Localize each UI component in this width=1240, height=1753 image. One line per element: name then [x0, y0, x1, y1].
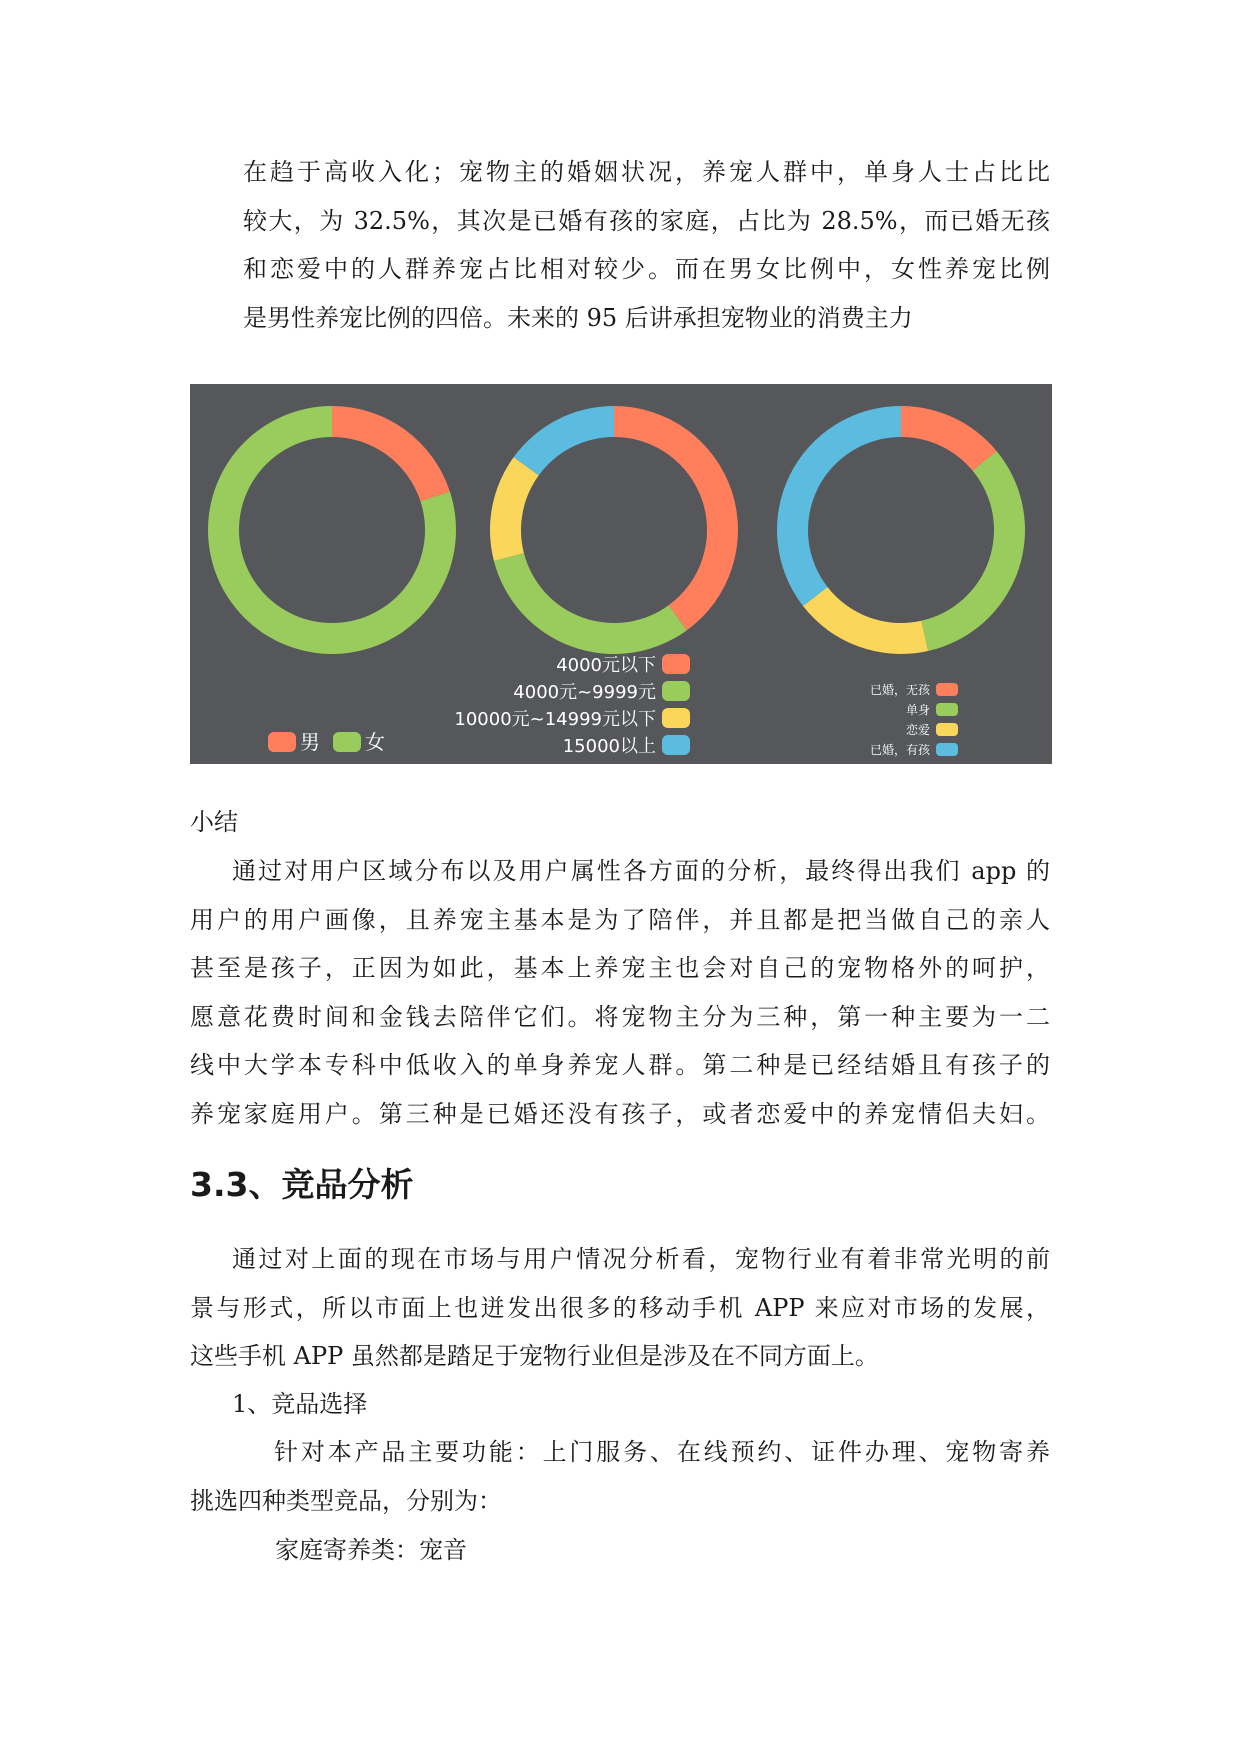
donut-slice: [332, 406, 450, 501]
donut-slice: [494, 553, 687, 654]
text-line: 愿意花费时间和金钱去陪伴它们。将宠物主分为三种，第一种主要为一二: [190, 1002, 1050, 1031]
donut-chart-3: [777, 406, 1025, 654]
donut-chart-1: [208, 406, 456, 654]
donut-chart-2: [490, 406, 738, 654]
text-line: 通过对用户区域分布以及用户属性各方面的分析，最终得出我们 app 的: [232, 857, 1050, 885]
section-paragraph: [190, 1235, 1050, 1381]
text-line: 这些手机 APP 虽然都是踏足于宠物行业但是涉及在不同方面上。: [190, 1342, 879, 1370]
donut-slice: [514, 406, 614, 475]
legend-label: 女: [365, 730, 385, 754]
legend-label: 10000元~14999元以下: [454, 709, 656, 730]
text-line: 和恋爱中的人群养宠占比相对较少。而在男女比例中，女性养宠比例: [243, 255, 1050, 283]
item1-description: [190, 1428, 1050, 1525]
intro-paragraph: [243, 148, 1050, 342]
legend-swatch: [662, 681, 690, 701]
legend-swatch: [936, 723, 958, 736]
donut-slice: [490, 457, 539, 561]
legend-swatch: [333, 732, 361, 752]
summary-title: 小结: [190, 808, 238, 836]
text-line: 是男性养宠比例的四倍。未来的 95 后讲承担宠物业的消费主力: [243, 303, 913, 332]
legend-label: 单身: [905, 703, 930, 717]
legend-label: 已婚，无孩: [869, 683, 930, 697]
donut-charts-figure: [190, 384, 1052, 764]
legend-label: 4000元~9999元: [513, 682, 656, 703]
donut-slice: [901, 406, 997, 471]
legend-label: 15000以上: [562, 736, 656, 757]
text-line: 较大，为 32.5%，其次是已婚有孩的家庭，占比为 28.5%，而已婚无孩: [243, 206, 1050, 235]
summary-paragraph: [190, 847, 1050, 1138]
text-line: 甚至是孩子，正因为如此，基本上养宠主也会对自己的宠物格外的呵护，: [190, 954, 1050, 982]
legend-swatch: [662, 708, 690, 728]
category-line: 家庭寄养类：宠音: [275, 1536, 467, 1564]
legend-label: 恋爱: [905, 723, 930, 737]
donut-slice: [921, 451, 1025, 651]
legend-label: 已婚，有孩: [869, 743, 930, 757]
donut-slice: [614, 406, 738, 630]
legend-swatch: [662, 654, 690, 674]
donut-slice: [803, 587, 928, 654]
text-line: 通过对上面的现在市场与用户情况分析看，宠物行业有着非常光明的前: [232, 1245, 1050, 1273]
charts-svg: [190, 384, 1052, 764]
legend-swatch: [268, 732, 296, 752]
text-line: 用户的用户画像，且养宠主基本是为了陪伴，并且都是把当做自己的亲人: [190, 905, 1050, 934]
text-line: 养宠家庭用户。第三种是已婚还没有孩子，或者恋爱中的养宠情侣夫妇。: [190, 1099, 1050, 1128]
legend-label: 男: [300, 730, 320, 754]
text-line: 在趋于高收入化；宠物主的婚姻状况，养宠人群中，单身人士占比比: [243, 158, 1050, 186]
legend-swatch: [936, 743, 958, 756]
text-line: 针对本产品主要功能：上门服务、在线预约、证件办理、宠物寄养: [274, 1438, 1050, 1466]
section-heading: 3.3、竞品分析: [190, 1165, 414, 1204]
legend-swatch: [936, 703, 958, 716]
text-line: 景与形式，所以市面上也迸发出很多的移动手机 APP 来应对市场的发展，: [190, 1293, 1050, 1322]
legend-swatch: [936, 683, 958, 696]
legend-label: 4000元以下: [556, 655, 656, 676]
list-item-1: 1、竞品选择: [232, 1390, 368, 1418]
legend-swatch: [662, 735, 690, 755]
donut-slice: [777, 406, 901, 606]
text-line: 挑选四种类型竞品，分别为：: [190, 1486, 502, 1515]
text-line: 线中大学本专科中低收入的单身养宠人群。第二种是已经结婚且有孩子的: [190, 1051, 1050, 1079]
